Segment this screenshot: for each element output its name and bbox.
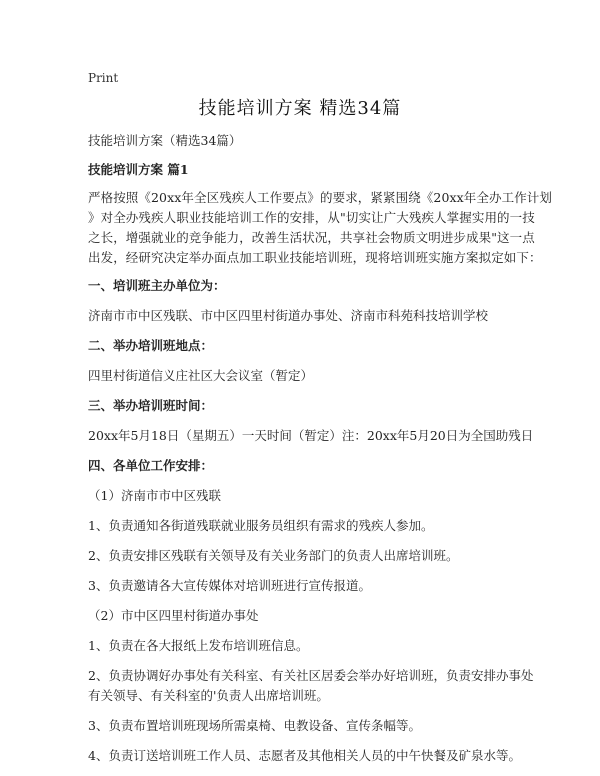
document-body — [88, 131, 553, 766]
heading-organizer: 一、培训班主办单位为： — [88, 278, 226, 293]
heading-time: 三、举办培训班时间： — [88, 398, 214, 413]
unit2-label: （2）市中区四里村街道办事处 — [88, 608, 259, 623]
location-text: 四里村街道信义庄社区大会议室（暂定） — [88, 368, 314, 383]
section-title: 技能培训方案 篇1 — [88, 162, 189, 177]
time-text: 20xx年5月18日（星期五）一天时间（暂定）注：20xx年5月20日为全国助残日 — [88, 428, 534, 443]
intro-line: 出发，经研究决定举办面点加工职业技能培训班，现将培训班实施方案拟定如下： — [88, 250, 542, 265]
unit2-item: 4、负责订送培训班工作人员、志愿者及其他相关人员的中午快餐及矿泉水等。 — [88, 748, 521, 763]
unit1-item: 2、负责安排区残联有关领导及有关业务部门的负责人出席培训班。 — [88, 548, 459, 563]
heading-arrangements: 四、各单位工作安排： — [88, 458, 214, 473]
unit2-item-line: 2、负责协调好办事处有关科室、有关社区居委会举办好培训班，负责安排办事处 — [88, 668, 534, 683]
intro-paragraph — [88, 188, 553, 268]
intro-line: 》对全办残疾人职业技能培训工作的安排，从"切实让广大残疾人掌握实用的一技 — [88, 210, 535, 225]
unit1-label: （1）济南市市中区残联 — [88, 488, 221, 503]
print-label[interactable]: Print — [88, 71, 119, 85]
unit2-item-multiline — [88, 666, 534, 706]
document-title: 技能培训方案 精选34篇 — [198, 98, 402, 119]
organizer-text: 济南市市中区残联、市中区四里村街道办事处、济南市科苑科技培训学校 — [88, 308, 489, 323]
unit2-item: 3、负责布置培训班现场所需桌椅、电教设备、宣传条幅等。 — [88, 718, 421, 733]
intro-line: 之长，增强就业的竞争能力，改善生活状况，共享社会物质文明进步成果"这一点 — [88, 230, 535, 245]
unit1-item: 1、负责通知各街道残联就业服务员组织有需求的残疾人参加。 — [88, 518, 434, 533]
heading-location: 二、举办培训班地点： — [88, 338, 214, 353]
unit2-item: 1、负责在各大报纸上发布培训班信息。 — [88, 638, 309, 653]
unit1-item: 3、负责邀请各大宣传媒体对培训班进行宣传报道。 — [88, 578, 371, 593]
intro-line: 严格按照《20xx年全区残疾人工作要点》的要求，紧紧围绕《20xx年全办工作计划 — [88, 190, 553, 205]
unit2-item-line: 有关领导、有关科室的'负责人出席培训班。 — [88, 688, 329, 703]
document-subtitle: 技能培训方案（精选34篇） — [88, 133, 242, 148]
